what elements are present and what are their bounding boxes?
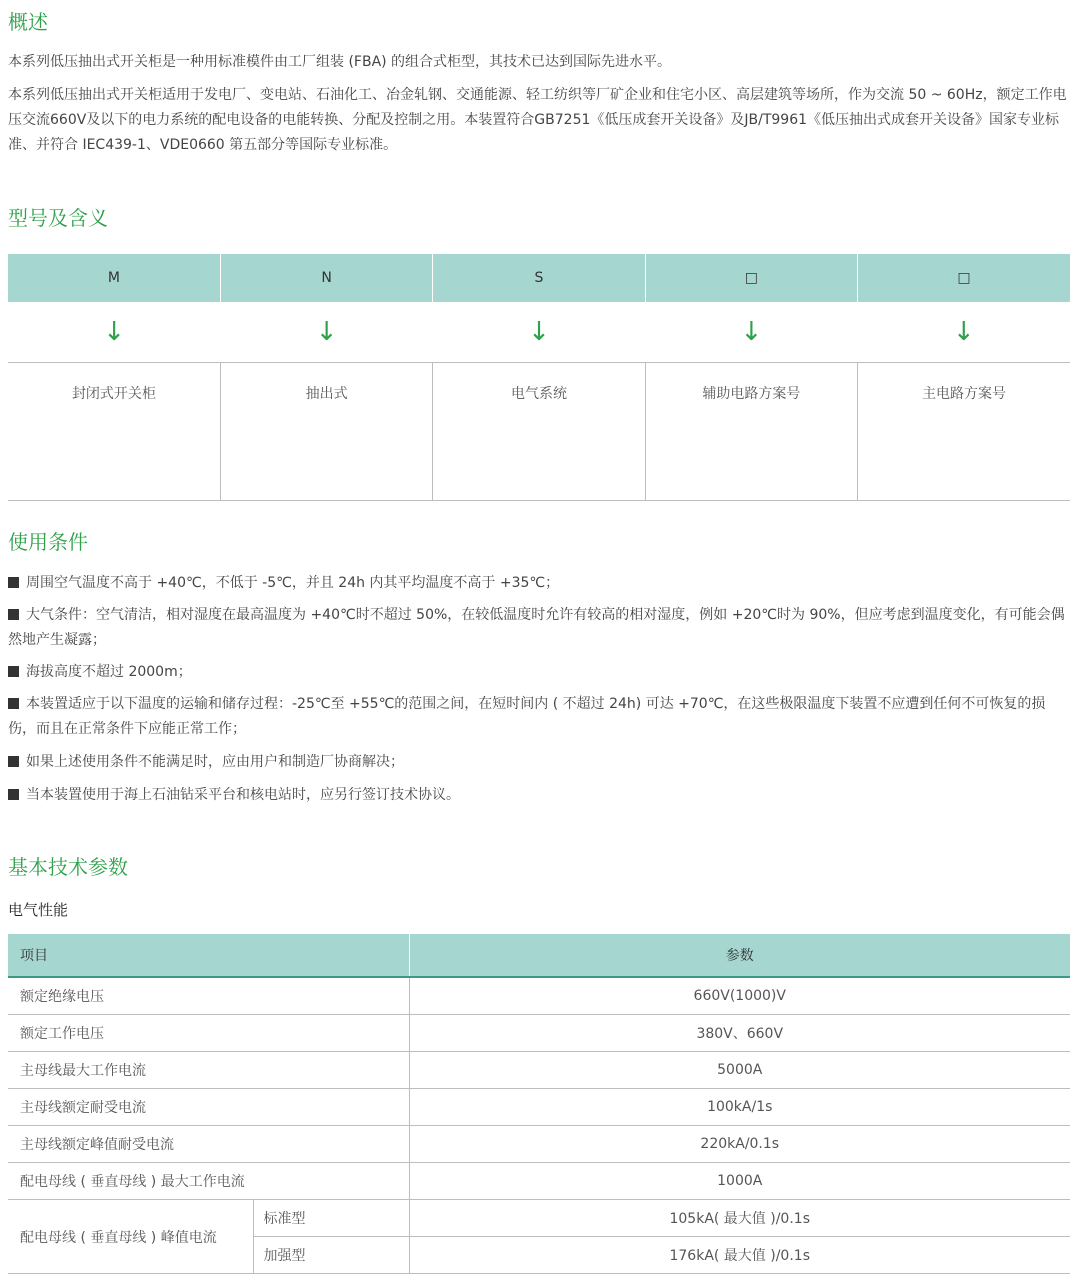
square-bullet-icon — [8, 789, 19, 800]
condition-item: 如果上述使用条件不能满足时，应由用户和制造厂协商解决； — [8, 750, 1073, 775]
param-label: 配电母线 ( 垂直母线 ) 最大工作电流 — [8, 1163, 409, 1200]
model-code-cell: S — [433, 254, 645, 302]
model-code-cell: N — [220, 254, 432, 302]
params-header-row — [8, 934, 1070, 977]
params-title: 基本技术参数 — [8, 855, 128, 879]
param-value: 380V、660V — [409, 1015, 1070, 1052]
model-code-cell: □ — [858, 254, 1070, 302]
condition-item: 本装置适应于以下温度的运输和储存过程：-25℃至 +55℃的范围之间，在短时间内 ( 不超过 24h) 可达 +70℃，在这些极限温度下装置不应遭到任何不可恢复的损伤，而且在正常条件下应能正常工作； — [8, 696, 1046, 737]
model-arrow-row — [8, 302, 1070, 363]
square-bullet-icon — [8, 756, 19, 767]
square-bullet-icon — [8, 577, 19, 588]
param-label: 额定工作电压 — [8, 1015, 409, 1052]
param-label: 主母线额定耐受电流 — [8, 1089, 409, 1126]
param-label-split: 配电母线 ( 垂直母线 ) 峰值电流 — [8, 1200, 253, 1274]
params-subtitle: 电气性能 — [8, 901, 69, 919]
model-meaning-cell: 电气系统 — [433, 363, 645, 501]
model-code-cell: □ — [645, 254, 857, 302]
condition-item: 大气条件：空气清洁，相对湿度在最高温度为 +40℃时不超过 50%，在较低温度时允许有较高的相对湿度，例如 +20℃时为 90%，但应考虑到温度变化，有可能会偶然地产生凝露； — [8, 607, 1065, 648]
param-value: 660V(1000)V — [409, 977, 1070, 1015]
param-value: 220kA/0.1s — [409, 1126, 1070, 1163]
arrow-down-icon: ↓ — [645, 302, 857, 363]
table-row — [8, 977, 1070, 1015]
model-table — [8, 254, 1070, 501]
square-bullet-icon — [8, 698, 19, 709]
param-value: 1000A — [409, 1163, 1070, 1200]
arrow-down-icon: ↓ — [8, 302, 220, 363]
square-bullet-icon — [8, 609, 19, 620]
overview-paragraph-2: 本系列低压抽出式开关柜适用于发电厂、变电站、石油化工、冶金轧钢、交通能源、轻工纺织等厂矿企业和住宅小区、高层建筑等场所，作为交流 50 ~ 60Hz，额定工作电压交流660V及以下的电力系统的配电设备的电能转换、分配及控制之用。本装置符合GB7251《低压成套开关设备》及JB/T9961《低压抽出式成套开关设备》国家专业标准、并符合 IEC439-1、VDE0660 第五部分等国际专业标准。 — [8, 87, 1067, 153]
param-sublabel: 标准型 — [253, 1200, 409, 1237]
param-value: 176kA( 最大值 )/0.1s — [409, 1237, 1070, 1274]
model-code-cell: M — [8, 254, 220, 302]
table-row — [8, 1052, 1070, 1089]
arrow-down-icon: ↓ — [220, 302, 432, 363]
param-value: 5000A — [409, 1052, 1070, 1089]
model-code-row — [8, 254, 1070, 302]
overview-paragraph-1: 本系列低压抽出式开关柜是一种用标准模件由工厂组装 (FBA) 的组合式柜型，其技术已达到国际先进水平。 — [8, 54, 672, 70]
arrow-down-icon: ↓ — [433, 302, 645, 363]
param-label: 主母线额定峰值耐受电流 — [8, 1126, 409, 1163]
param-label: 额定绝缘电压 — [8, 977, 409, 1015]
model-meaning-row — [8, 363, 1070, 501]
param-sublabel: 加强型 — [253, 1237, 409, 1274]
param-value: 105kA( 最大值 )/0.1s — [409, 1200, 1070, 1237]
condition-item: 海拔高度不超过 2000m； — [8, 660, 1073, 685]
table-row — [8, 1015, 1070, 1052]
params-table — [8, 934, 1070, 1274]
params-header-value: 参数 — [409, 934, 1070, 977]
conditions-title: 使用条件 — [8, 530, 88, 554]
model-meaning-cell: 抽出式 — [220, 363, 432, 501]
table-row — [8, 1200, 1070, 1237]
model-meaning-cell: 封闭式开关柜 — [8, 363, 220, 501]
condition-item: 当本装置使用于海上石油钻采平台和核电站时，应另行签订技术协议。 — [8, 783, 1073, 808]
overview-title: 概述 — [8, 10, 48, 34]
table-row — [8, 1126, 1070, 1163]
table-row — [8, 1089, 1070, 1126]
table-row — [8, 1163, 1070, 1200]
square-bullet-icon — [8, 666, 19, 677]
param-label: 主母线最大工作电流 — [8, 1052, 409, 1089]
model-meaning-cell: 主电路方案号 — [858, 363, 1070, 501]
condition-item: 周围空气温度不高于 +40℃，不低于 -5℃，并且 24h 内其平均温度不高于 +35℃； — [8, 571, 1073, 596]
arrow-down-icon: ↓ — [858, 302, 1070, 363]
model-title: 型号及含义 — [8, 206, 108, 230]
param-value: 100kA/1s — [409, 1089, 1070, 1126]
params-header-item: 项目 — [8, 934, 409, 977]
model-meaning-cell: 辅助电路方案号 — [645, 363, 857, 501]
